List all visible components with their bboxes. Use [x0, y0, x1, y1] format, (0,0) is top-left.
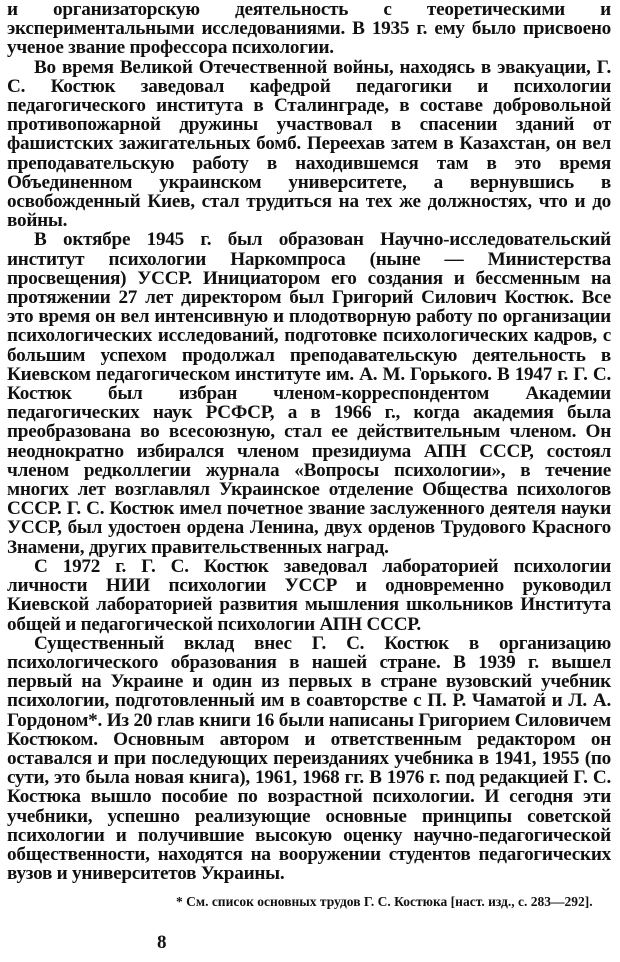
page-number: 8	[157, 932, 167, 953]
paragraph-institute-founding: В октябре 1945 г. был образован Научно-исследовательский институт психологии Наркомпроса (ныне — Министерства просвещения) УССР. Инициатором его создания и бессменным на протяжении 27 лет директором был Григорий Силович Костюк. Все это время он вел интенсивную и плодотворную работу по организации психологических исследований, подготовке психологических кадров, с большим успехом продолжал преподавательскую деятельность в Киевском педагогическом институте им. А. М. Горького. В 1947 г. Г. С. Костюк был избран членом-корреспондентом Академии педагогических наук РСФСР, а в 1966 г., когда академия была преобразована во всесоюзную, стал ее действительным членом. Он неоднократно избирался членом президиума АПН СССР, состоял членом редколлегии журнала «Вопросы психологии», в течение многих лет возглавлял Украинское отделение Общества психологов СССР. Г. С. Костюк имел почетное звание заслуженного деятеля науки УССР, был удостоен ордена Ленина, двух орденов Трудового Красного Знамени, других правительственных наград.	[7, 229, 611, 558]
paragraph-war-years: Во время Великой Отечественной войны, находясь в эвакуации, Г. С. Костюк заведовал кафедрой педагогики и психологии педагогического института в Сталинграде, в составе добровольной противопожарной дружины участвовал в спасении зданий от фашистских зажигательных бомб. Переехав затем в Казахстан, он вел преподавательскую работу в находившемся там в это время Объединенном украинском университете, а вернувшись в освобожденный Киев, стал трудиться на тех же должностях, что и до войны.	[7, 56, 611, 232]
footnote: * См. список основных трудов Г. С. Костюка [наст. изд., с. 283—292].	[176, 894, 593, 909]
paragraph-1972-laboratory: С 1972 г. Г. С. Костюк заведовал лабораторией психологии личности НИИ психологии УССР и одновременно руководил Киевской лабораторией развития мышления школьников Института общей и педагогической психологии АПН СССР.	[7, 555, 611, 635]
paragraph-psychology-education: Существенный вклад внес Г. С. Костюк в организацию психологического образования в нашей стране. В 1939 г. вышел первый на Украине и один из первых в стране вузовский учебник психологии, подготовленный им в соавторстве с П. Р. Чаматой и Л. А. Гордоном*. Из 20 глав книги 16 были написаны Григорием Силовичем Костюком. Основным автором и ответственным редактором он оставался и при последующих переизданиях учебника в 1941, 1955 (по сути, это была новая книга), 1961, 1968 гг. В 1976 г. под редакцией Г. С. Костюка вышло пособие по возрастной психологии. И сегодня эти учебники, успешно реализующие основные принципы советской психологии и получившие высокую оценку научно-педагогической общественности, находятся на вооружении студентов педагогических вузов и университетов Украины.	[7, 632, 611, 885]
paragraph-continuation: и организаторскую деятельность с теоретическими и экспериментальными исследованиями. В 1935 г. ему было присвоено ученое звание профессора психологии.	[7, 0, 611, 59]
body-text	[7, 0, 611, 883]
